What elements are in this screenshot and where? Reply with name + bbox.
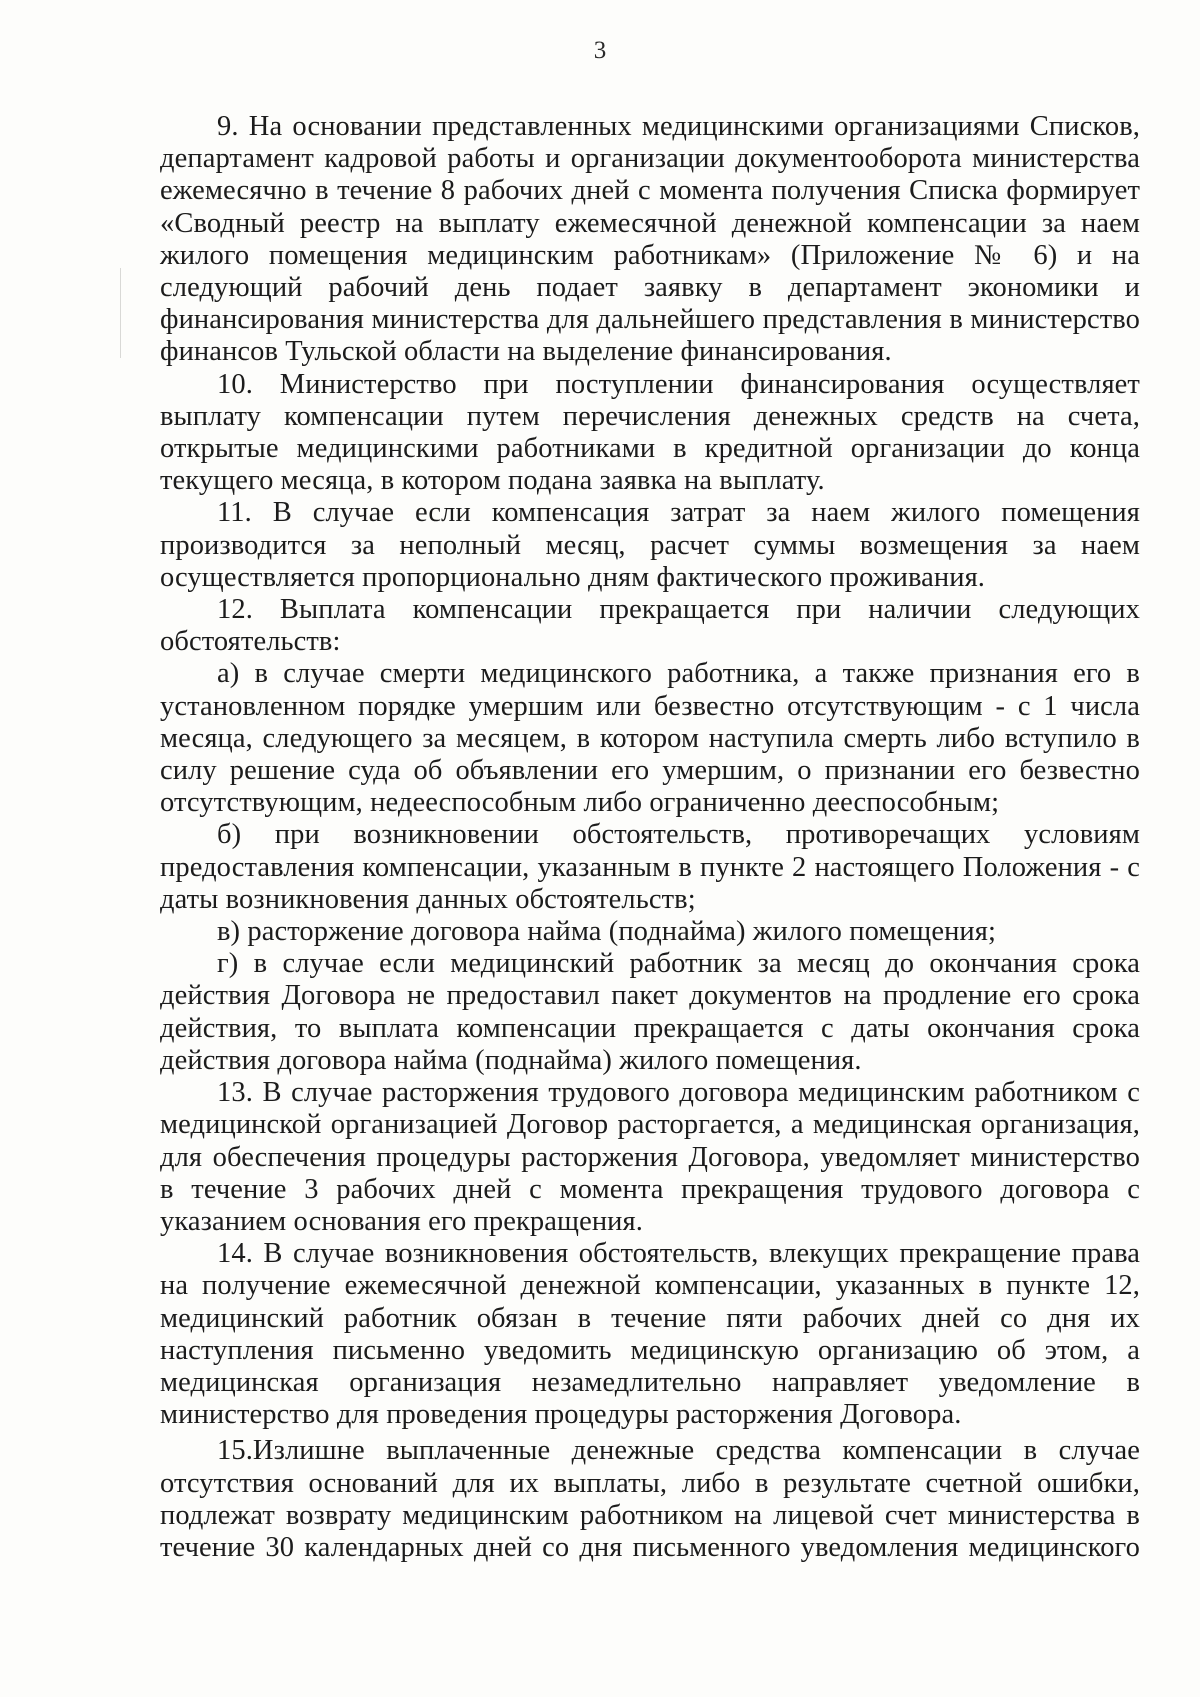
document-body: [160, 111, 1140, 1564]
paragraph-9: 9. На основании представленных медицинскими организациями Списков, департамент кадровой работы и организации документооборота министерства ежемесячно в течение 8 рабочих дней с момента получения Списка формирует «Сводный реестр на выплату ежемесячной денежной компенсации за наем жилого помещения медицинским работникам» (Приложение № 6) и на следующий рабочий день подает заявку в департамент экономики и финансирования министерства для дальнейшего представления в министерство финансов Тульской области на выделение финансирования.: [160, 111, 1140, 368]
subparagraph-g: г) в случае если медицинский работник за месяц до окончания срока действия Договора не предоставил пакет документов на продление его срока действия, то выплата компенсации прекращается с даты окончания срока действия договора найма (поднайма) жилого помещения.: [160, 948, 1140, 1076]
paragraph-11: 11. В случае если компенсация затрат за наем жилого помещения производится за неполный месяц, расчет суммы возмещения за наем осуществляется пропорционально дням фактического проживания.: [160, 497, 1140, 593]
paragraph-12: 12. Выплата компенсации прекращается при наличии следующих обстоятельств:: [160, 594, 1140, 658]
paragraph-14: 14. В случае возникновения обстоятельств, влекущих прекращение права на получение ежемесячной денежной компенсации, указанных в пункте 12, медицинский работник обязан в течение пяти рабочих дней со дня их наступления письменно уведомить медицинскую организацию об этом, а медицинская организация незамедлительно направляет уведомление в министерство для проведения процедуры расторжения Договора.: [160, 1238, 1140, 1431]
subparagraph-b: б) при возникновении обстоятельств, противоречащих условиям предоставления компенсации, указанным в пункте 2 настоящего Положения - с даты возникновения данных обстоятельств;: [160, 819, 1140, 915]
subparagraph-v: в) расторжение договора найма (поднайма) жилого помещения;: [217, 916, 997, 948]
page-number: 3: [593, 37, 607, 64]
paragraph-13: 13. В случае расторжения трудового договора медицинским работником с медицинской организацией Договор расторгается, а медицинская организация, для обеспечения процедуры расторжения Договора, уведомляет министерство в течение 3 рабочих дней с момента прекращения трудового договора с указанием основания его прекращения.: [160, 1077, 1140, 1237]
subparagraph-a: а) в случае смерти медицинского работника, а также признания его в установленном порядке умершим или безвестно отсутствующим - с 1 числа месяца, следующего за месяцем, в котором наступила смерть либо вступило в силу решение суда об объявлении его умершим, о признании его безвестно отсутствующим, недееспособным либо ограниченно дееспособным;: [160, 658, 1140, 819]
margin-scan-mark: [120, 268, 121, 358]
paragraph-10: 10. Министерство при поступлении финансирования осуществляет выплату компенсации путем перечисления денежных средств на счета, открытые медицинскими работниками в кредитной организации до конца текущего месяца, в котором подана заявка на выплату.: [160, 368, 1140, 497]
paragraph-15: 15.Излишне выплаченные денежные средства компенсации в случае отсутствия оснований для их выплаты, либо в результате счетной ошибки, подлежат возврату медицинским работником на лицевой счет министерства в течение 30 календарных дней со дня письменного уведомления медицинского: [160, 1435, 1140, 1563]
